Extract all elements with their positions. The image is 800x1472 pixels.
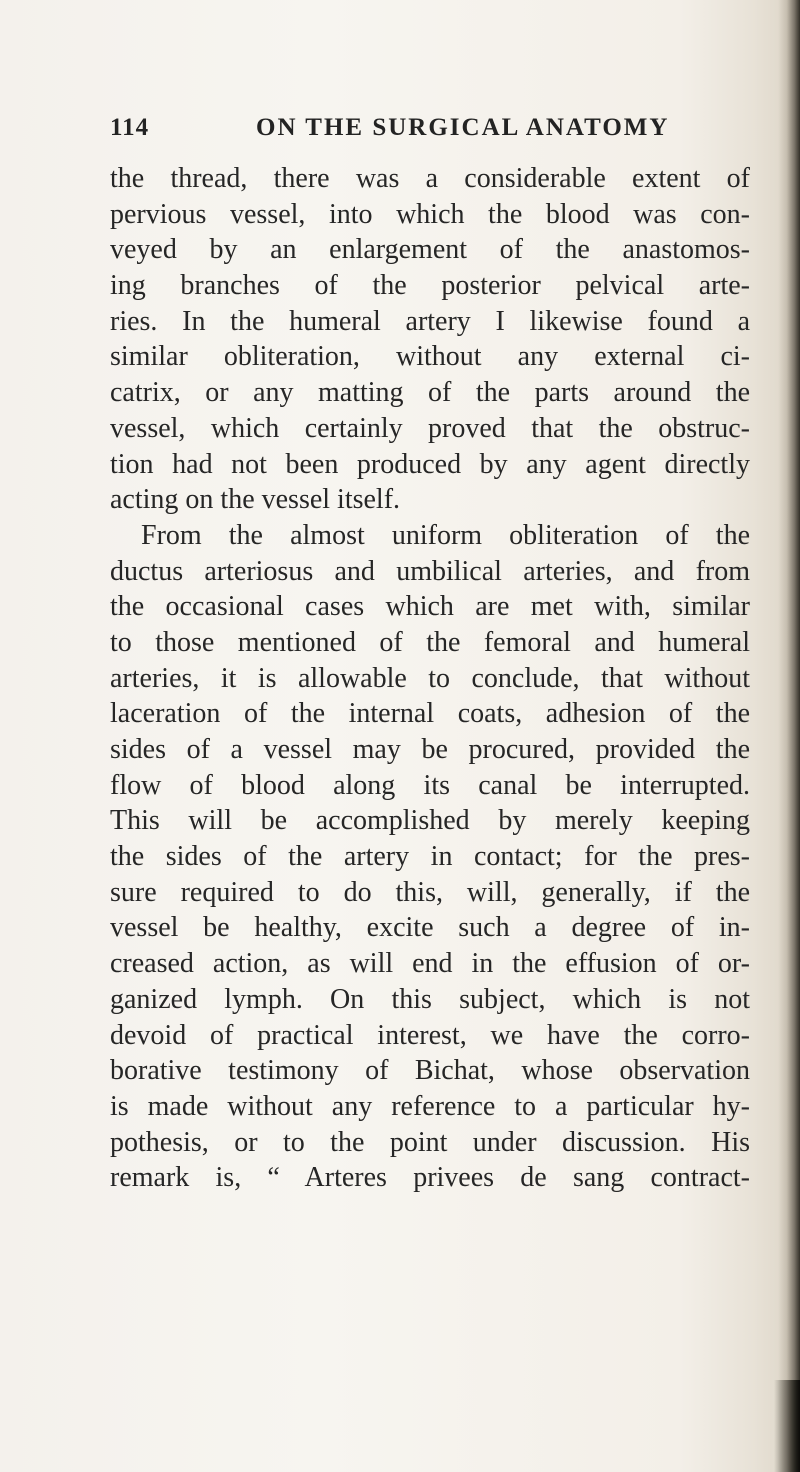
text-line: pothesis, or to the point under discussion. His (110, 1126, 750, 1158)
page-corner-shadow (774, 1380, 800, 1472)
text-line: is made without any reference to a particular hy- (110, 1090, 750, 1122)
text-line: borative testimony of Bichat, whose observation (110, 1055, 750, 1087)
text-line: creased action, as will end in the effusion of or- (110, 948, 750, 980)
text-line: devoid of practical interest, we have the corro- (110, 1019, 750, 1051)
text-line: arteries, it is allowable to conclude, that without (110, 662, 750, 694)
text-line: This will be accomplished by merely keeping (110, 805, 750, 837)
text-line: the occasional cases which are met with, similar (110, 591, 750, 623)
text-line: ing branches of the posterior pelvical arte- (110, 270, 750, 302)
text-line: pervious vessel, into which the blood was con- (110, 198, 750, 230)
text-line: From the almost uniform obliteration of the (141, 519, 750, 551)
text-line: acting on the vessel itself. (110, 484, 401, 516)
text-line: sure required to do this, will, generally, if the (110, 876, 750, 908)
text-line: to those mentioned of the femoral and humeral (110, 626, 750, 658)
text-line: ries. In the humeral artery I likewise found a (110, 305, 750, 337)
running-head (110, 114, 710, 144)
text-line: tion had not been produced by any agent directly (110, 448, 750, 480)
text-line: veyed by an enlargement of the anastomos- (110, 234, 750, 266)
text-line: sides of a vessel may be procured, provided the (110, 734, 750, 765)
page-edge-shadow (778, 0, 800, 1472)
text-line: the thread, there was a considerable extent of (110, 163, 750, 194)
text-line: vessel, which certainly proved that the obstruc- (110, 412, 750, 444)
text-line: laceration of the internal coats, adhesion of the (110, 698, 750, 730)
text-line: remark is, “ Arteres privees de sang contract- (110, 1162, 750, 1194)
text-line: vessel be healthy, excite such a degree of in- (110, 912, 750, 944)
body-text (110, 161, 750, 1196)
text-line: catrix, or any matting of the parts around the (110, 377, 750, 409)
running-title: ON THE SURGICAL ANATOMY (256, 114, 670, 141)
text-line: flow of blood along its canal be interrupted. (110, 769, 750, 801)
text-line: similar obliteration, without any external ci- (110, 341, 750, 373)
text-line: the sides of the artery in contact; for the pres- (110, 841, 750, 873)
text-line: ductus arteriosus and umbilical arteries, and from (110, 555, 750, 587)
page-number: 114 (110, 114, 150, 141)
text-line: ganized lymph. On this subject, which is not (110, 983, 750, 1015)
